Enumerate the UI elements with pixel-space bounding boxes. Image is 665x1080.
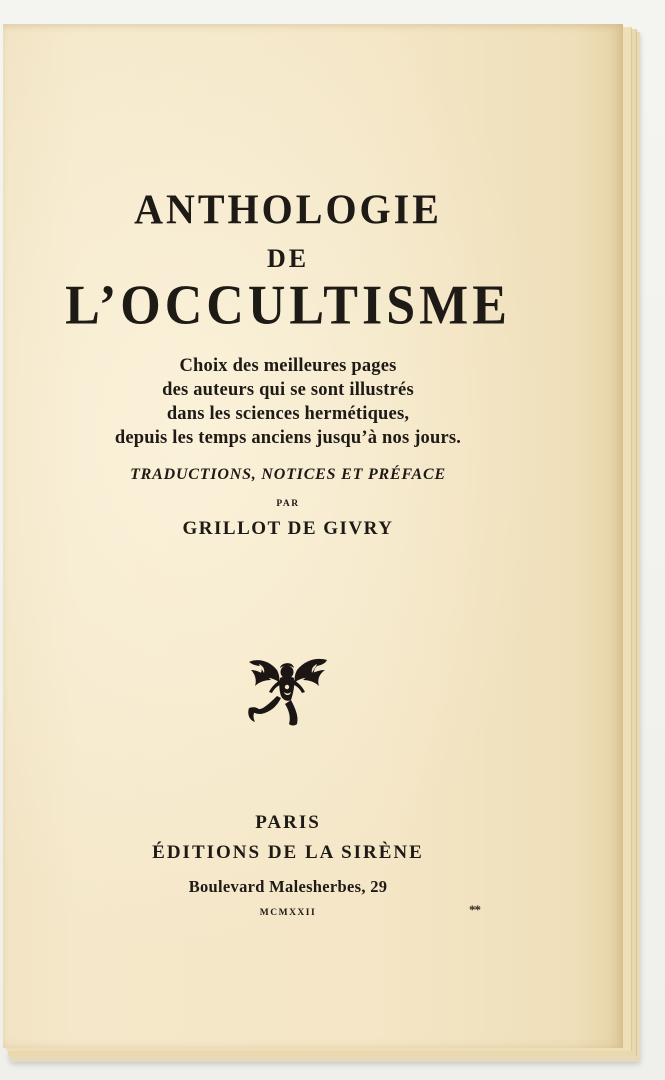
subtitle-line: des auteurs qui se sont illustrés <box>162 380 414 400</box>
imprint-city: PARIS <box>255 812 321 833</box>
imprint-year: MCMXXII <box>259 908 317 918</box>
signature-mark: ** <box>469 902 480 917</box>
subtitle-line: depuis les temps anciens jusqu’à nos jours. <box>114 428 462 448</box>
title-line-anthologie: ANTHOLOGIE <box>134 185 442 234</box>
imprint-publisher: ÉDITIONS DE LA SIRÈNE <box>152 842 424 863</box>
imprint-address: Boulevard Malesherbes, 29 <box>188 877 388 896</box>
title-line-occultisme: L’OCCULTISME <box>65 274 511 337</box>
subtitle-line: dans les sciences hermétiques, <box>166 404 410 424</box>
subtitle-line: Choix des meilleures pages <box>179 356 397 376</box>
title-page <box>3 24 623 1048</box>
credits-line: TRADUCTIONS, NOTICES ET PRÉFACE <box>130 466 446 483</box>
author-name: GRILLOT DE GIVRY <box>182 518 394 539</box>
by-label: PAR <box>276 499 300 509</box>
title-line-de: DE <box>266 244 310 273</box>
siren-emblem-icon <box>247 656 329 728</box>
